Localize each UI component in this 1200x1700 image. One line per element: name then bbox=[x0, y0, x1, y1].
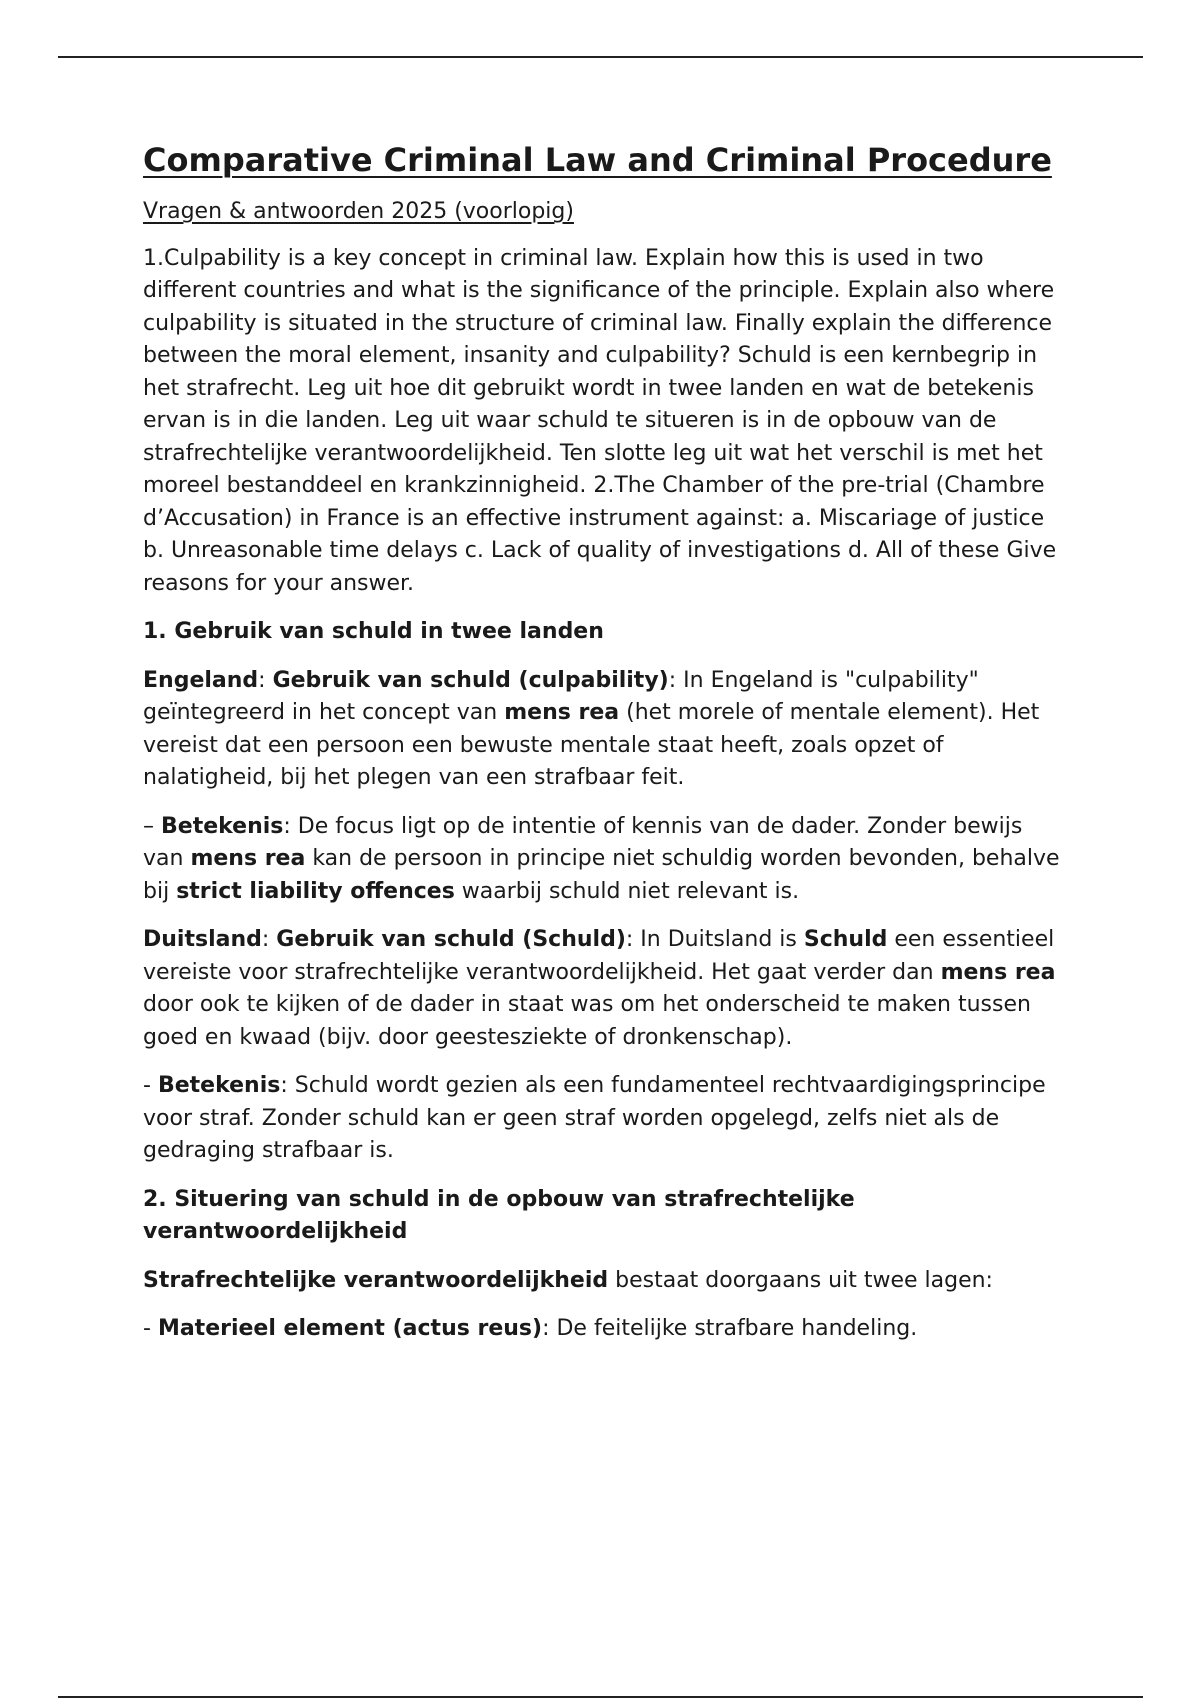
england-paragraph: Engeland: Gebruik van schuld (culpability): In Engeland is "culpability" geïntegreerd in het concept van mens rea (het morele of mentale element). Het vereist dat een persoon een bewuste mentale staat heeft, zoals opzet of nalatigheid, bij het plegen van een strafbaar feit. bbox=[143, 667, 1040, 790]
section2-heading: 2. Situering van schuld in de opbouw van strafrechtelijke verantwoordelijkheid bbox=[143, 1186, 855, 1244]
germany-usage-label: Gebruik van schuld (Schuld) bbox=[276, 927, 626, 952]
bottom-rule bbox=[58, 1696, 1143, 1698]
list-item-actus-reus: - Materieel element (actus reus): De feitelijke strafbare handeling. bbox=[143, 1316, 918, 1341]
term-criminal-responsibility: Strafrechtelijke verantwoordelijkheid bbox=[143, 1267, 609, 1293]
document-subtitle: Vragen & antwoorden 2025 (voorlopig) bbox=[143, 199, 574, 224]
term-mens-rea: mens rea bbox=[504, 700, 620, 725]
actus-reus-label: Materieel element (actus reus) bbox=[157, 1316, 543, 1341]
term-schuld: Schuld bbox=[803, 927, 888, 952]
meaning-label: Betekenis bbox=[157, 1073, 281, 1098]
document-body bbox=[143, 138, 1063, 1346]
top-rule bbox=[58, 56, 1143, 58]
england-meaning-paragraph: – Betekenis: De focus ligt op de intentie of kennis van de dader. Zonder bewijs van mens rea kan de persoon in principe niet schuldig worden bevonden, behalve bij strict liability offences waarbij schuld niet relevant is. bbox=[143, 813, 1060, 904]
section2-intro: Strafrechtelijke verantwoordelijkheid bestaat doorgaans uit twee lagen: bbox=[143, 1267, 993, 1293]
term-mens-rea: mens rea bbox=[190, 846, 306, 871]
section1-heading: 1. Gebruik van schuld in twee landen bbox=[143, 619, 604, 644]
germany-meaning-paragraph: - Betekenis: Schuld wordt gezien als een fundamenteel rechtvaardigingsprincipe voor straf. Zonder schuld kan er geen straf worden opgelegd, zelfs niet als de gedraging strafbaar is. bbox=[143, 1073, 1046, 1163]
document-title: Comparative Criminal Law and Criminal Procedure bbox=[143, 141, 1052, 179]
term-strict-liability: strict liability offences bbox=[176, 878, 455, 904]
meaning-label: Betekenis bbox=[161, 813, 284, 839]
exam-questions: 1.Culpability is a key concept in criminal law. Explain how this is used in two different countries and what is the significance of the principle. Explain also where culpability is situated in the structure of criminal law. Finally explain the difference between the moral element, insanity and culpability? Schuld is een kernbegrip in het strafrecht. Leg uit hoe dit gebruikt wordt in twee landen en wat de betekenis ervan is in die landen. Leg uit waar schuld te situeren is in de opbouw van de strafrechtelijke verantwoordelijkheid. Ten slotte leg uit wat het verschil is met het moreel bestanddeel en krankzinnigheid. 2.The Chamber of the pre-trial (Chambre d’Accusation) in France is an effective instrument against: a. Miscariage of justice b. Unreasonable time delays c. Lack of quality of investigations d. All of these Give reasons for your answer. bbox=[143, 245, 1057, 596]
term-mens-rea: mens rea bbox=[940, 959, 1056, 985]
country-label-england: Engeland bbox=[143, 667, 259, 693]
germany-paragraph: Duitsland: Gebruik van schuld (Schuld): In Duitsland is Schuld een essentieel vereiste voor strafrechtelijke verantwoordelijkheid. Het gaat verder dan mens rea door ook te kijken of de dader in staat was om het onderscheid te maken tussen goed en kwaad (bijv. door geestesziekte of dronkenschap). bbox=[143, 927, 1056, 1050]
england-usage-label: Gebruik van schuld (culpability) bbox=[272, 667, 669, 693]
country-label-germany: Duitsland bbox=[143, 927, 262, 952]
